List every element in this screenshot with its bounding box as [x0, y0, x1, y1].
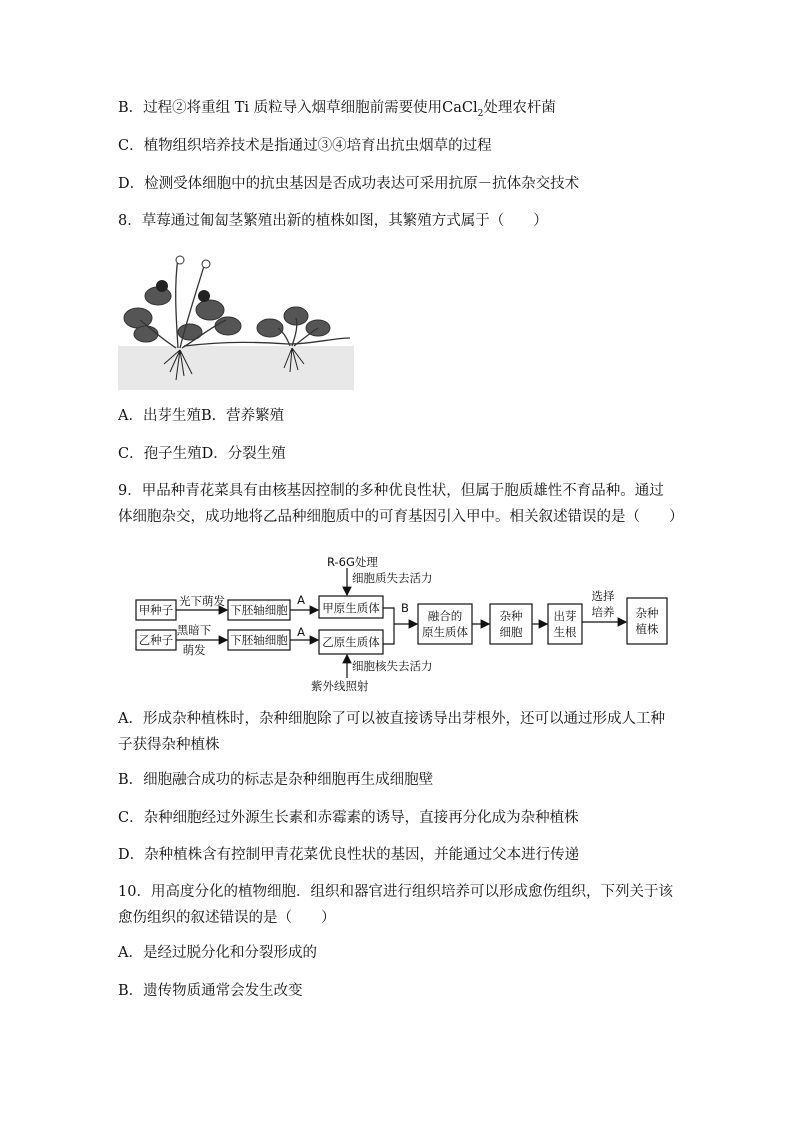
- q8-options-ab: A．出芽生殖B．营养繁殖: [118, 408, 285, 424]
- q9-option-a: A．形成杂种植株时，杂种细胞除了可以被直接诱导出芽根外，还可以通过形成人工种子获得杂种植株: [118, 711, 665, 753]
- q10-stem: 10．用高度分化的植物细胞．组织和器官进行组织培养可以形成愈伤组织，下列关于该愈伤组织的叙述错误的是（ ）: [118, 884, 673, 926]
- treat-bot-2: 紫外线照射: [311, 679, 369, 693]
- sprout-label-2: 生根: [553, 625, 577, 639]
- treat-bot-1: 细胞核失去活力: [352, 659, 433, 673]
- proto-a-label: 甲原生质体: [322, 601, 380, 615]
- step-b-label: B: [401, 601, 409, 615]
- soil: [118, 346, 354, 390]
- step-a-label-1: A: [297, 593, 305, 607]
- q8-stem: 8．草莓通过匍匐茎繁殖出新的植株如图，其繁殖方式属于（ ）: [118, 213, 548, 229]
- q9-stem: 9．甲品种青花菜具有由核基因控制的多种优良性状，但属于胞质雄性不育品种。通过体细胞杂交，成功地将乙品种细胞质中的可育基因引入甲中。相关叙述错误的是（ ）: [118, 483, 684, 525]
- select-label-1: 选择: [591, 589, 615, 603]
- cond-b-label-2: 萌发: [182, 643, 206, 657]
- q7-option-b: B．过程②将重组 Ti 质粒导入烟草细胞前需要使用CaCl$_2$处理农杆菌: [118, 100, 556, 119]
- q10-option-a: A．是经过脱分化和分裂形成的: [118, 945, 317, 961]
- hybrid-plant-box: [627, 598, 667, 644]
- cond-b-label-1: 黑暗下: [176, 623, 212, 637]
- strawberry-stolon-figure: [118, 246, 354, 390]
- q9-option-b: B．细胞融合成功的标志是杂种细胞再生成细胞壁: [118, 772, 434, 788]
- hypocotyl-a-label: 下胚轴细胞: [230, 603, 288, 617]
- sprout-label-1: 出芽: [553, 609, 577, 623]
- treat-top-1: R-6G处理: [327, 555, 378, 569]
- q9-option-d: D．杂种植株含有控制甲青花菜优良性状的基因，并能通过父本进行传递: [118, 847, 580, 863]
- seed-b-label: 乙种子: [138, 633, 174, 647]
- strawberry-fruit: [156, 280, 168, 292]
- fused-label-2: 原生质体: [422, 625, 468, 639]
- cond-a-label: 光下萌发: [179, 594, 225, 608]
- q7-option-c: C．植物组织培养技术是指通过③④培育出抗虫烟草的过程: [118, 138, 492, 154]
- select-label-2: 培养: [591, 605, 615, 619]
- flower: [176, 256, 184, 264]
- leaf: [124, 308, 152, 328]
- q7-option-d: D．检测受体细胞中的抗虫基因是否成功表达可采用抗原－抗体杂交技术: [118, 176, 580, 192]
- proto-b-label: 乙原生质体: [322, 635, 380, 649]
- hypocotyl-b-label: 下胚轴细胞: [230, 633, 288, 647]
- hybrid-cell-label-1: 杂种: [499, 609, 523, 623]
- hybrid-cell-label-2: 细胞: [499, 625, 523, 639]
- treat-top-2: 细胞质失去活力: [352, 571, 433, 585]
- q10-option-b: B．遗传物质通常会发生改变: [118, 983, 303, 999]
- seed-a-label: 甲种子: [138, 603, 174, 617]
- fused-label-1: 融合的: [427, 609, 463, 623]
- hybridization-flowchart: [118, 548, 678, 696]
- step-a-label-2: A: [297, 625, 305, 639]
- q9-option-c: C．杂种细胞经过外源生长素和赤霉素的诱导，直接再分化成为杂种植株: [118, 810, 579, 826]
- plant-label-2: 植株: [635, 622, 659, 636]
- q8-options-cd: C．孢子生殖D．分裂生殖: [118, 446, 286, 462]
- plant-label-1: 杂种: [635, 606, 659, 620]
